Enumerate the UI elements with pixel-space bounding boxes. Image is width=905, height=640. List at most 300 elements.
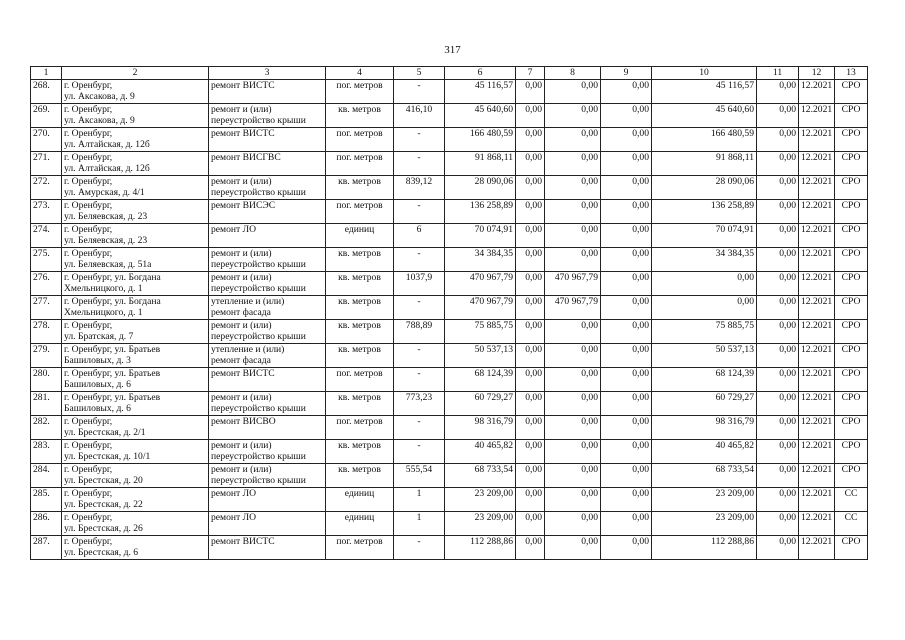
col-10-value-cell: 166 480,59	[652, 127, 757, 151]
address-line: г. Оренбург,	[64, 535, 113, 547]
address-line: ул. Аксакова, д. 9	[64, 91, 135, 102]
address-line: ул. Беляевская, д. 23	[64, 211, 148, 222]
address-cell	[62, 127, 209, 151]
address-line: Хмельницкого, д. 1	[64, 283, 143, 294]
col-7-value-cell: 0,00	[516, 79, 545, 103]
address-cell	[62, 487, 209, 511]
work-type-line: ремонт ВИСТС	[211, 127, 275, 139]
address-line: ул. Брестская, д. 6	[64, 547, 139, 558]
completion-date-cell: 12.2021	[799, 271, 835, 295]
table-row	[31, 223, 868, 247]
col-9-value-cell: 0,00	[601, 247, 652, 271]
col-10-value-cell: 45 116,57	[652, 79, 757, 103]
fund-type-cell: СРО	[835, 127, 868, 151]
col-7-value-cell: 0,00	[516, 103, 545, 127]
unit-cell: пог. метров	[326, 79, 394, 103]
quantity-cell: 6	[394, 223, 445, 247]
address-line: г. Оренбург,	[64, 79, 113, 91]
col-9-value-cell: 0,00	[601, 391, 652, 415]
table-row	[31, 151, 868, 175]
work-type-cell	[209, 367, 326, 391]
work-type-cell	[209, 79, 326, 103]
quantity-cell: 1	[394, 511, 445, 535]
col-9-value-cell: 0,00	[601, 103, 652, 127]
row-number-cell: 277.	[31, 295, 62, 319]
col-11-value-cell: 0,00	[757, 295, 799, 319]
quantity-cell: -	[394, 367, 445, 391]
work-type-line: ремонт ЛО	[211, 223, 257, 235]
address-cell	[62, 247, 209, 271]
completion-date-cell: 12.2021	[799, 151, 835, 175]
fund-type-cell: СРО	[835, 271, 868, 295]
col-10-value-cell: 23 209,00	[652, 511, 757, 535]
address-line: ул. Алтайская, д. 12б	[64, 139, 150, 150]
work-type-line: ремонт и (или)	[211, 103, 272, 115]
quantity-cell: 788,89	[394, 319, 445, 343]
work-type-cell	[209, 247, 326, 271]
col-9-value-cell: 0,00	[601, 175, 652, 199]
col-11-value-cell: 0,00	[757, 127, 799, 151]
column-header-9: 9	[601, 67, 652, 80]
column-header-12: 12	[799, 67, 835, 80]
table-row	[31, 175, 868, 199]
col-8-value-cell: 0,00	[545, 223, 601, 247]
col-8-value-cell: 0,00	[545, 199, 601, 223]
table-row	[31, 295, 868, 319]
work-type-line: ремонт и (или)	[211, 319, 272, 331]
col-11-value-cell: 0,00	[757, 79, 799, 103]
address-line: ул. Амурская, д. 4/1	[64, 187, 145, 198]
col-9-value-cell: 0,00	[601, 343, 652, 367]
col-9-value-cell: 0,00	[601, 319, 652, 343]
work-type-cell	[209, 295, 326, 319]
table-row	[31, 319, 868, 343]
quantity-cell: -	[394, 295, 445, 319]
work-type-cell	[209, 415, 326, 439]
work-type-cell	[209, 343, 326, 367]
col-9-value-cell: 0,00	[601, 271, 652, 295]
col-10-value-cell: 70 074,91	[652, 223, 757, 247]
table-row	[31, 247, 868, 271]
unit-cell: пог. метров	[326, 535, 394, 559]
completion-date-cell: 12.2021	[799, 511, 835, 535]
work-type-line: ремонт и (или)	[211, 175, 272, 187]
address-line: г. Оренбург, ул. Богдана	[64, 295, 161, 307]
col-10-value-cell: 28 090,06	[652, 175, 757, 199]
col-11-value-cell: 0,00	[757, 487, 799, 511]
address-cell	[62, 367, 209, 391]
work-type-cell	[209, 199, 326, 223]
work-type-line: ремонт ВИСТС	[211, 535, 275, 547]
col-10-value-cell: 91 868,11	[652, 151, 757, 175]
work-type-line: ремонт и (или)	[211, 247, 272, 259]
col-7-value-cell: 0,00	[516, 463, 545, 487]
quantity-cell: -	[394, 199, 445, 223]
total-cost-cell: 45 640,60	[445, 103, 516, 127]
column-header-4: 4	[326, 67, 394, 80]
quantity-cell: 773,23	[394, 391, 445, 415]
table-row	[31, 391, 868, 415]
col-10-value-cell: 0,00	[652, 295, 757, 319]
quantity-cell: 839,12	[394, 175, 445, 199]
column-header-5: 5	[394, 67, 445, 80]
address-line: г. Оренбург,	[64, 247, 113, 259]
col-7-value-cell: 0,00	[516, 271, 545, 295]
work-type-line: ремонт фасада	[211, 355, 271, 366]
column-header-11: 11	[757, 67, 799, 80]
col-7-value-cell: 0,00	[516, 343, 545, 367]
row-number-cell: 273.	[31, 199, 62, 223]
col-7-value-cell: 0,00	[516, 511, 545, 535]
address-cell	[62, 391, 209, 415]
table-row	[31, 127, 868, 151]
col-7-value-cell: 0,00	[516, 535, 545, 559]
address-line: ул. Аксакова, д. 9	[64, 115, 135, 126]
col-9-value-cell: 0,00	[601, 415, 652, 439]
address-cell	[62, 463, 209, 487]
col-10-value-cell: 34 384,35	[652, 247, 757, 271]
address-cell	[62, 319, 209, 343]
quantity-cell: -	[394, 151, 445, 175]
address-line: ул. Брестская, д. 2/1	[64, 427, 146, 438]
col-8-value-cell: 0,00	[545, 151, 601, 175]
quantity-cell: -	[394, 439, 445, 463]
total-cost-cell: 68 733,54	[445, 463, 516, 487]
unit-cell: единиц	[326, 487, 394, 511]
col-7-value-cell: 0,00	[516, 295, 545, 319]
col-9-value-cell: 0,00	[601, 511, 652, 535]
unit-cell: кв. метров	[326, 295, 394, 319]
row-number-cell: 283.	[31, 439, 62, 463]
address-line: ул. Братская, д. 7	[64, 331, 134, 342]
unit-cell: кв. метров	[326, 463, 394, 487]
col-9-value-cell: 0,00	[601, 223, 652, 247]
address-cell	[62, 511, 209, 535]
work-type-line: ремонт и (или)	[211, 391, 272, 403]
col-7-value-cell: 0,00	[516, 415, 545, 439]
address-line: г. Оренбург, ул. Братьев	[64, 367, 161, 379]
col-10-value-cell: 136 258,89	[652, 199, 757, 223]
row-number-cell: 275.	[31, 247, 62, 271]
quantity-cell: -	[394, 127, 445, 151]
address-line: г. Оренбург,	[64, 319, 113, 331]
quantity-cell: -	[394, 415, 445, 439]
table-row	[31, 463, 868, 487]
col-11-value-cell: 0,00	[757, 415, 799, 439]
col-8-value-cell: 0,00	[545, 79, 601, 103]
table-row	[31, 415, 868, 439]
work-type-line: ремонт фасада	[211, 307, 271, 318]
work-type-cell	[209, 511, 326, 535]
work-type-line: ремонт и (или)	[211, 463, 272, 475]
col-8-value-cell: 0,00	[545, 247, 601, 271]
completion-date-cell: 12.2021	[799, 199, 835, 223]
col-11-value-cell: 0,00	[757, 463, 799, 487]
col-10-value-cell: 0,00	[652, 271, 757, 295]
row-number-cell: 282.	[31, 415, 62, 439]
col-8-value-cell: 0,00	[545, 127, 601, 151]
completion-date-cell: 12.2021	[799, 391, 835, 415]
col-7-value-cell: 0,00	[516, 175, 545, 199]
page-number: 317	[444, 44, 461, 56]
completion-date-cell: 12.2021	[799, 319, 835, 343]
address-cell	[62, 343, 209, 367]
col-9-value-cell: 0,00	[601, 463, 652, 487]
work-type-cell	[209, 439, 326, 463]
table-row	[31, 343, 868, 367]
row-number-cell: 274.	[31, 223, 62, 247]
unit-cell: кв. метров	[326, 175, 394, 199]
completion-date-cell: 12.2021	[799, 295, 835, 319]
completion-date-cell: 12.2021	[799, 247, 835, 271]
address-line: Башиловых, д. 6	[64, 403, 131, 414]
fund-type-cell: СРО	[835, 199, 868, 223]
col-9-value-cell: 0,00	[601, 367, 652, 391]
table-body	[31, 79, 868, 559]
quantity-cell: -	[394, 535, 445, 559]
row-number-cell: 272.	[31, 175, 62, 199]
col-9-value-cell: 0,00	[601, 487, 652, 511]
address-line: г. Оренбург,	[64, 223, 113, 235]
address-line: Хмельницкого, д. 1	[64, 307, 143, 318]
col-11-value-cell: 0,00	[757, 271, 799, 295]
address-line: г. Оренбург,	[64, 103, 113, 115]
total-cost-cell: 28 090,06	[445, 175, 516, 199]
col-8-value-cell: 0,00	[545, 391, 601, 415]
table-row	[31, 367, 868, 391]
address-cell	[62, 151, 209, 175]
col-9-value-cell: 0,00	[601, 535, 652, 559]
col-9-value-cell: 0,00	[601, 295, 652, 319]
col-8-value-cell: 0,00	[545, 535, 601, 559]
work-type-line: ремонт ВИСТС	[211, 367, 275, 379]
total-cost-cell: 45 116,57	[445, 79, 516, 103]
address-line: г. Оренбург,	[64, 151, 113, 163]
fund-type-cell: СРО	[835, 319, 868, 343]
fund-type-cell: СРО	[835, 247, 868, 271]
total-cost-cell: 98 316,79	[445, 415, 516, 439]
col-10-value-cell: 50 537,13	[652, 343, 757, 367]
fund-type-cell: СС	[835, 487, 868, 511]
total-cost-cell: 23 209,00	[445, 511, 516, 535]
address-line: г. Оренбург,	[64, 487, 113, 499]
fund-type-cell: СРО	[835, 175, 868, 199]
address-line: г. Оренбург,	[64, 463, 113, 475]
col-11-value-cell: 0,00	[757, 535, 799, 559]
col-7-value-cell: 0,00	[516, 367, 545, 391]
col-10-value-cell: 98 316,79	[652, 415, 757, 439]
col-10-value-cell: 112 288,86	[652, 535, 757, 559]
col-8-value-cell: 0,00	[545, 175, 601, 199]
col-11-value-cell: 0,00	[757, 511, 799, 535]
work-type-line: ремонт ЛО	[211, 511, 257, 523]
total-cost-cell: 40 465,82	[445, 439, 516, 463]
row-number-cell: 285.	[31, 487, 62, 511]
total-cost-cell: 136 258,89	[445, 199, 516, 223]
work-type-cell	[209, 535, 326, 559]
fund-type-cell: СРО	[835, 103, 868, 127]
completion-date-cell: 12.2021	[799, 223, 835, 247]
repair-plan-table	[30, 66, 868, 560]
col-10-value-cell: 68 733,54	[652, 463, 757, 487]
unit-cell: кв. метров	[326, 391, 394, 415]
row-number-cell: 286.	[31, 511, 62, 535]
work-type-line: переустройство крыши	[211, 259, 306, 270]
quantity-cell: -	[394, 79, 445, 103]
address-line: г. Оренбург,	[64, 175, 113, 187]
fund-type-cell: СРО	[835, 79, 868, 103]
table-row	[31, 535, 868, 559]
work-type-line: переустройство крыши	[211, 331, 306, 342]
completion-date-cell: 12.2021	[799, 535, 835, 559]
work-type-cell	[209, 223, 326, 247]
table-row	[31, 487, 868, 511]
work-type-line: ремонт и (или)	[211, 439, 272, 451]
column-header-7: 7	[516, 67, 545, 80]
work-type-line: ремонт и (или)	[211, 271, 272, 283]
completion-date-cell: 12.2021	[799, 127, 835, 151]
column-header-8: 8	[545, 67, 601, 80]
unit-cell: кв. метров	[326, 343, 394, 367]
col-8-value-cell: 0,00	[545, 439, 601, 463]
fund-type-cell: СРО	[835, 535, 868, 559]
unit-cell: пог. метров	[326, 151, 394, 175]
table-row	[31, 199, 868, 223]
col-7-value-cell: 0,00	[516, 247, 545, 271]
work-type-line: переустройство крыши	[211, 187, 306, 198]
address-line: ул. Беляевская, д. 23	[64, 235, 148, 246]
fund-type-cell: СС	[835, 511, 868, 535]
col-8-value-cell: 0,00	[545, 103, 601, 127]
table-row	[31, 103, 868, 127]
work-type-cell	[209, 463, 326, 487]
col-7-value-cell: 0,00	[516, 487, 545, 511]
col-11-value-cell: 0,00	[757, 439, 799, 463]
table-row	[31, 511, 868, 535]
address-cell	[62, 271, 209, 295]
work-type-cell	[209, 391, 326, 415]
row-number-cell: 287.	[31, 535, 62, 559]
col-9-value-cell: 0,00	[601, 151, 652, 175]
col-7-value-cell: 0,00	[516, 439, 545, 463]
fund-type-cell: СРО	[835, 463, 868, 487]
total-cost-cell: 23 209,00	[445, 487, 516, 511]
col-10-value-cell: 45 640,60	[652, 103, 757, 127]
address-cell	[62, 199, 209, 223]
work-type-line: переустройство крыши	[211, 115, 306, 126]
address-line: ул. Беляевская, д. 51а	[64, 259, 152, 270]
address-line: ул. Брестская, д. 22	[64, 499, 143, 510]
work-type-cell	[209, 271, 326, 295]
col-11-value-cell: 0,00	[757, 103, 799, 127]
address-cell	[62, 79, 209, 103]
total-cost-cell: 470 967,79	[445, 271, 516, 295]
row-number-cell: 278.	[31, 319, 62, 343]
col-11-value-cell: 0,00	[757, 151, 799, 175]
col-10-value-cell: 60 729,27	[652, 391, 757, 415]
address-line: г. Оренбург, ул. Братьев	[64, 343, 161, 355]
total-cost-cell: 470 967,79	[445, 295, 516, 319]
col-8-value-cell: 0,00	[545, 415, 601, 439]
table-row	[31, 439, 868, 463]
fund-type-cell: СРО	[835, 223, 868, 247]
unit-cell: кв. метров	[326, 247, 394, 271]
col-7-value-cell: 0,00	[516, 199, 545, 223]
total-cost-cell: 91 868,11	[445, 151, 516, 175]
column-header-10: 10	[652, 67, 757, 80]
fund-type-cell: СРО	[835, 439, 868, 463]
unit-cell: кв. метров	[326, 271, 394, 295]
col-9-value-cell: 0,00	[601, 79, 652, 103]
col-11-value-cell: 0,00	[757, 391, 799, 415]
row-number-cell: 280.	[31, 367, 62, 391]
address-line: г. Оренбург,	[64, 511, 113, 523]
work-type-line: переустройство крыши	[211, 283, 306, 294]
work-type-line: переустройство крыши	[211, 403, 306, 414]
quantity-cell: 1	[394, 487, 445, 511]
unit-cell: пог. метров	[326, 367, 394, 391]
row-number-cell: 269.	[31, 103, 62, 127]
work-type-line: утепление и (или)	[211, 343, 285, 355]
address-line: Башиловых, д. 6	[64, 379, 131, 390]
fund-type-cell: СРО	[835, 415, 868, 439]
address-cell	[62, 175, 209, 199]
completion-date-cell: 12.2021	[799, 79, 835, 103]
address-line: ул. Брестская, д. 10/1	[64, 451, 151, 462]
address-line: г. Оренбург,	[64, 127, 113, 139]
work-type-line: переустройство крыши	[211, 475, 306, 486]
column-header-2: 2	[62, 67, 209, 80]
completion-date-cell: 12.2021	[799, 487, 835, 511]
col-8-value-cell: 0,00	[545, 319, 601, 343]
col-8-value-cell: 470 967,79	[545, 271, 601, 295]
completion-date-cell: 12.2021	[799, 367, 835, 391]
row-number-cell: 284.	[31, 463, 62, 487]
address-line: ул. Алтайская, д. 12б	[64, 163, 150, 174]
total-cost-cell: 34 384,35	[445, 247, 516, 271]
address-line: г. Оренбург, ул. Братьев	[64, 391, 161, 403]
address-line: г. Оренбург, ул. Богдана	[64, 271, 161, 283]
column-header-1: 1	[31, 67, 62, 80]
address-line: Башиловых, д. 3	[64, 355, 131, 366]
fund-type-cell: СРО	[835, 343, 868, 367]
total-cost-cell: 166 480,59	[445, 127, 516, 151]
col-9-value-cell: 0,00	[601, 127, 652, 151]
col-11-value-cell: 0,00	[757, 319, 799, 343]
address-cell	[62, 295, 209, 319]
fund-type-cell: СРО	[835, 295, 868, 319]
address-cell	[62, 415, 209, 439]
work-type-cell	[209, 127, 326, 151]
completion-date-cell: 12.2021	[799, 439, 835, 463]
col-7-value-cell: 0,00	[516, 319, 545, 343]
total-cost-cell: 75 885,75	[445, 319, 516, 343]
table-row	[31, 271, 868, 295]
address-cell	[62, 535, 209, 559]
work-type-cell	[209, 487, 326, 511]
col-11-value-cell: 0,00	[757, 343, 799, 367]
col-8-value-cell: 470 967,79	[545, 295, 601, 319]
completion-date-cell: 12.2021	[799, 175, 835, 199]
quantity-cell: 1037,9	[394, 271, 445, 295]
quantity-cell: -	[394, 247, 445, 271]
col-11-value-cell: 0,00	[757, 247, 799, 271]
address-cell	[62, 439, 209, 463]
row-number-cell: 279.	[31, 343, 62, 367]
address-cell	[62, 223, 209, 247]
col-10-value-cell: 23 209,00	[652, 487, 757, 511]
address-line: ул. Брестская, д. 26	[64, 523, 143, 534]
